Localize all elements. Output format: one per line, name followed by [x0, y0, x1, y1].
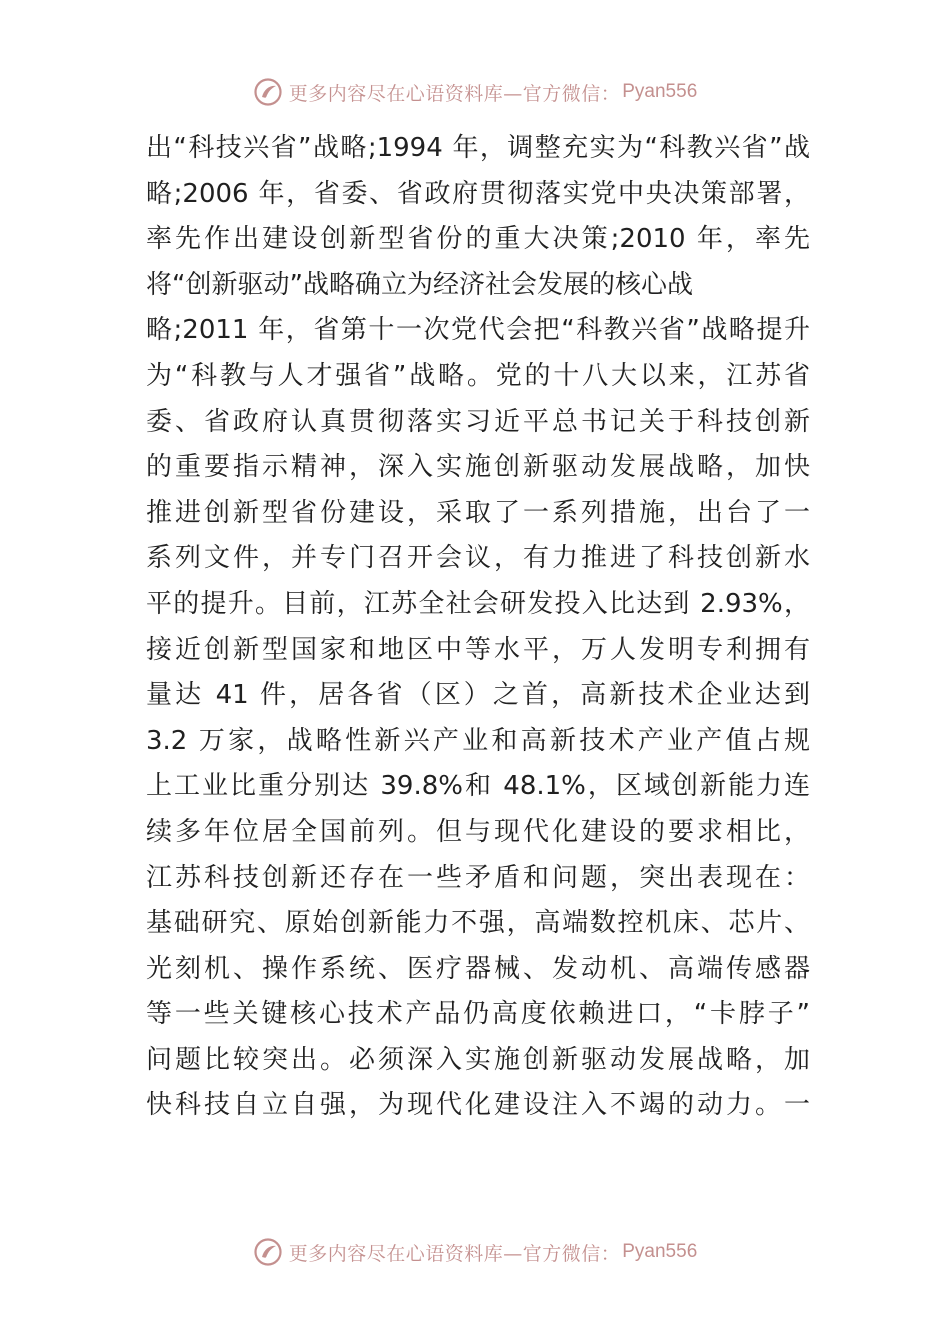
header-watermark: [0, 72, 950, 112]
body-line: 上工业比重分别达 39.8%和 48.1%，区域创新能力连: [146, 771, 810, 802]
document-body: [146, 126, 810, 1129]
body-line: 略;2006 年，省委、省政府贯彻落实党中央决策部署，: [146, 178, 810, 209]
body-line: 快科技自立自强，为现代化建设注入不竭的动力。一: [146, 1090, 810, 1121]
body-line: 率先作出建设创新型省份的重大决策;2010 年，率先: [146, 224, 810, 255]
watermark-handle: Pyan556: [622, 1241, 698, 1262]
footer-watermark: [0, 1232, 950, 1272]
body-line: 为“科教与人才强省”战略。党的十八大以来，江苏省: [146, 360, 810, 391]
body-line: 光刻机、操作系统、医疗器械、发动机、高端传感器: [146, 953, 810, 984]
body-line: 问题比较突出。必须深入实施创新驱动发展战略，加: [146, 1044, 810, 1075]
logo-icon: [253, 77, 283, 107]
body-line: 将“创新驱动”战略确立为经济社会发展的核心战: [146, 269, 693, 300]
body-line: 出“科技兴省”战略;1994 年，调整充实为“科教兴省”战: [146, 133, 810, 163]
body-line: 平的提升。目前，江苏全社会研发投入比达到 2.93%，: [146, 588, 810, 619]
body-line: 江苏科技创新还存在一些矛盾和问题，突出表现在：: [146, 862, 810, 893]
body-line: 的重要指示精神，深入实施创新驱动发展战略，加快: [146, 452, 810, 483]
watermark-text: 更多内容尽在心语资料库—官方微信：: [288, 82, 621, 105]
watermark-handle: Pyan556: [622, 81, 698, 102]
body-line: 略;2011 年，省第十一次党代会把“科教兴省”战略提升: [146, 315, 810, 346]
body-line: 推进创新型省份建设，采取了一系列措施，出台了一: [146, 497, 810, 528]
body-line: 委、省政府认真贯彻落实习近平总书记关于科技创新: [146, 406, 810, 437]
body-line: 量达 41 件，居各省（区）之首，高新技术企业达到: [146, 680, 810, 711]
body-line: 等一些关键核心技术产品仍高度依赖进口，“卡脖子”: [146, 999, 810, 1030]
body-line: 3.2 万家，战略性新兴产业和高新技术产业产值占规: [146, 725, 810, 756]
body-line: 续多年位居全国前列。但与现代化建设的要求相比，: [146, 816, 810, 847]
body-line: 系列文件，并专门召开会议，有力推进了科技创新水: [146, 543, 810, 574]
body-line: 基础研究、原始创新能力不强，高端数控机床、芯片、: [146, 908, 810, 939]
watermark-text: 更多内容尽在心语资料库—官方微信：: [288, 1242, 621, 1265]
body-line: 接近创新型国家和地区中等水平，万人发明专利拥有: [146, 634, 810, 665]
logo-icon: [253, 1237, 283, 1267]
